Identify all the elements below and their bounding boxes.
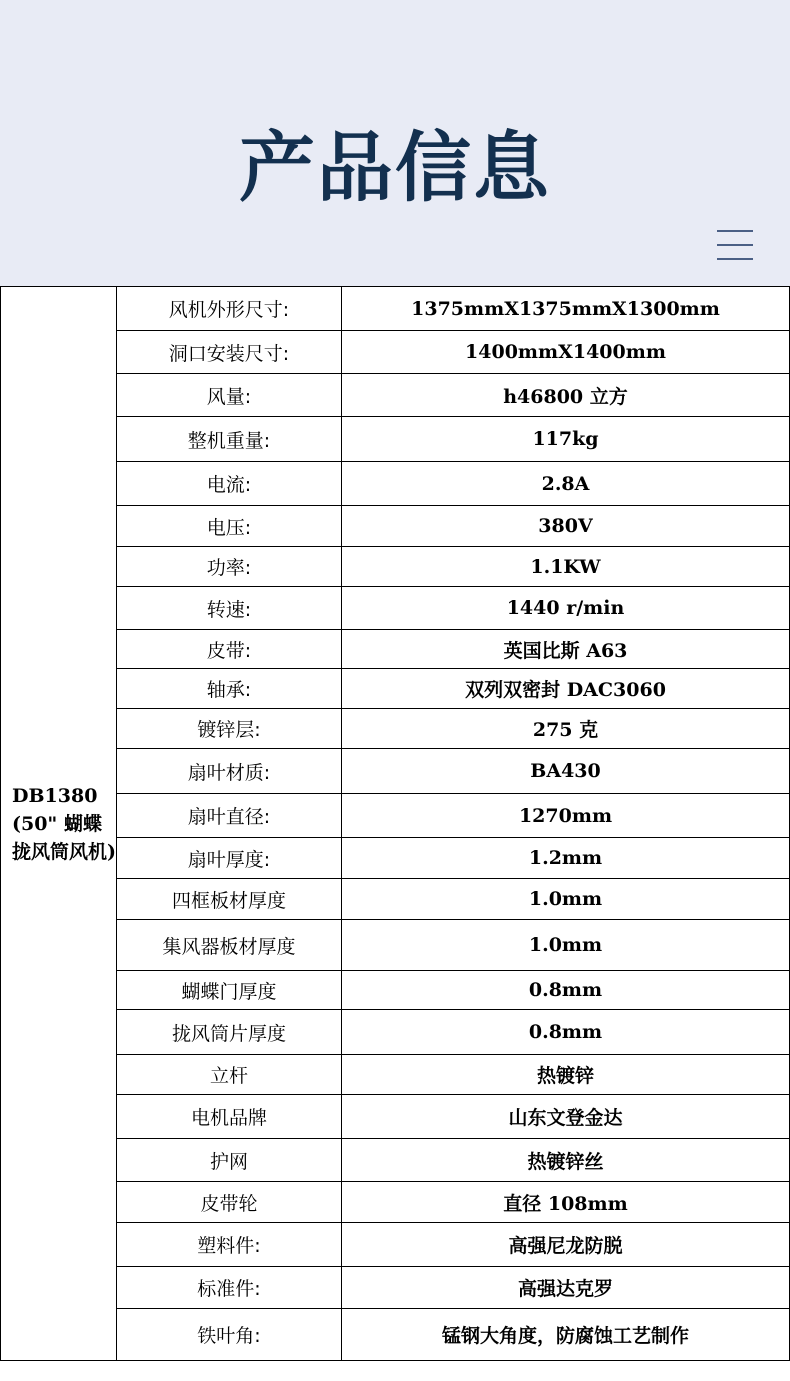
spec-value: 1440 r/min <box>342 587 790 630</box>
spec-value: 1400mmX1400mm <box>342 331 790 374</box>
spec-label: 转速: <box>117 587 342 630</box>
spec-label: 轴承: <box>117 669 342 709</box>
spec-row <box>1 1309 790 1361</box>
spec-label: 拢风筒片厚度 <box>117 1010 342 1055</box>
spec-value: 0.8mm <box>342 1010 790 1055</box>
spec-row <box>1 749 790 794</box>
spec-value: BA430 <box>342 749 790 794</box>
spec-label: 蝴蝶门厚度 <box>117 971 342 1010</box>
spec-label: 铁叶角: <box>117 1309 342 1361</box>
spec-row <box>1 794 790 838</box>
spec-row <box>1 331 790 374</box>
spec-label: 洞口安装尺寸: <box>117 331 342 374</box>
spec-label: 功率: <box>117 547 342 587</box>
spec-row <box>1 1010 790 1055</box>
spec-label: 立杆 <box>117 1055 342 1095</box>
spec-value: 117kg <box>342 417 790 462</box>
spec-row <box>1 506 790 547</box>
spec-row <box>1 838 790 879</box>
spec-row <box>1 1182 790 1223</box>
spec-value: 高强尼龙防脱 <box>342 1223 790 1267</box>
spec-value: 1270mm <box>342 794 790 838</box>
spec-label: 标准件: <box>117 1267 342 1309</box>
spec-value: 2.8A <box>342 462 790 506</box>
spec-value: 高强达克罗 <box>342 1267 790 1309</box>
spec-value: 1.1KW <box>342 547 790 587</box>
spec-row <box>1 1139 790 1182</box>
spec-label: 电流: <box>117 462 342 506</box>
spec-value: 1.2mm <box>342 838 790 879</box>
spec-value: 锰钢大角度，防腐蚀工艺制作 <box>342 1309 790 1361</box>
page-title: 产品信息 <box>239 123 551 212</box>
spec-label: 四框板材厚度 <box>117 879 342 920</box>
page-header <box>0 0 790 286</box>
spec-row <box>1 879 790 920</box>
spec-value: h46800 立方 <box>342 374 790 417</box>
spec-row <box>1 709 790 749</box>
spec-label: 皮带: <box>117 630 342 669</box>
spec-label: 护网 <box>117 1139 342 1182</box>
spec-row <box>1 417 790 462</box>
spec-row <box>1 587 790 630</box>
spec-label: 整机重量: <box>117 417 342 462</box>
spec-row <box>1 374 790 417</box>
spec-row <box>1 462 790 506</box>
spec-label: 电机品牌 <box>117 1095 342 1139</box>
spec-value: 275 克 <box>342 709 790 749</box>
spec-value: 380V <box>342 506 790 547</box>
spec-value: 双列双密封 DAC3060 <box>342 669 790 709</box>
spec-label: 扇叶材质: <box>117 749 342 794</box>
spec-row <box>1 1095 790 1139</box>
spec-row <box>1 1055 790 1095</box>
spec-value: 英国比斯 A63 <box>342 630 790 669</box>
spec-label: 电压: <box>117 506 342 547</box>
spec-row <box>1 630 790 669</box>
spec-row <box>1 971 790 1010</box>
model-name: DB1380 (50" 蝴蝶拢风筒风机) <box>1 287 117 1361</box>
spec-row <box>1 547 790 587</box>
spec-label: 皮带轮 <box>117 1182 342 1223</box>
spec-label: 风量: <box>117 374 342 417</box>
spec-value: 0.8mm <box>342 971 790 1010</box>
spec-value: 山东文登金达 <box>342 1095 790 1139</box>
spec-row <box>1 287 790 331</box>
spec-value: 直径 108mm <box>342 1182 790 1223</box>
spec-value: 1.0mm <box>342 879 790 920</box>
spec-value: 热镀锌丝 <box>342 1139 790 1182</box>
spec-label: 镀锌层: <box>117 709 342 749</box>
spec-row <box>1 1267 790 1309</box>
spec-label: 扇叶厚度: <box>117 838 342 879</box>
spec-value: 1375mmX1375mmX1300mm <box>342 287 790 331</box>
spec-row <box>1 1223 790 1267</box>
spec-row <box>1 669 790 709</box>
spec-label: 塑料件: <box>117 1223 342 1267</box>
spec-label: 集风器板材厚度 <box>117 920 342 971</box>
menu-icon[interactable] <box>717 228 753 262</box>
spec-row <box>1 920 790 971</box>
spec-value: 1.0mm <box>342 920 790 971</box>
spec-value: 热镀锌 <box>342 1055 790 1095</box>
spec-table <box>0 286 790 1361</box>
spec-label: 风机外形尺寸: <box>117 287 342 331</box>
spec-label: 扇叶直径: <box>117 794 342 838</box>
